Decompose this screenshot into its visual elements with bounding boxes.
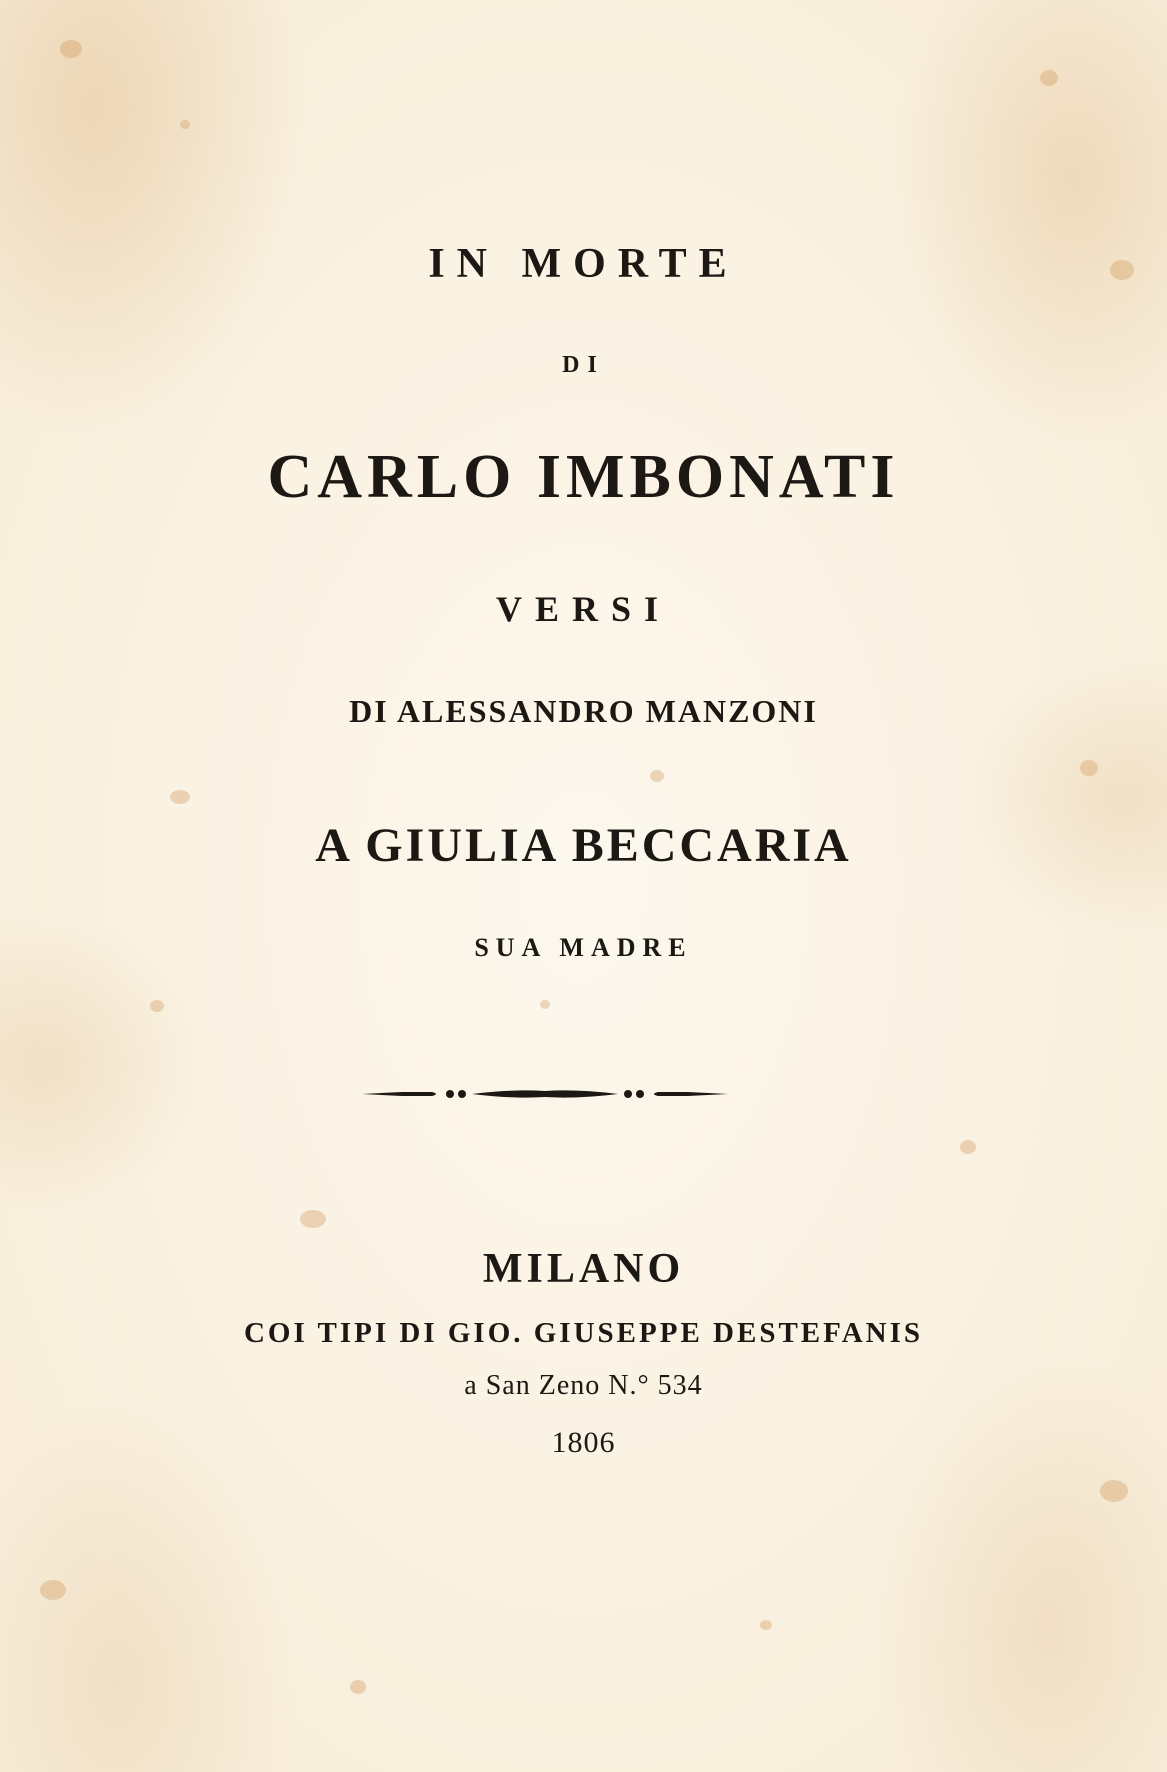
decorative-rule-ornament-icon <box>362 1086 728 1102</box>
imprint-printer: COI TIPI DI GIO. GIUSEPPE DESTEFANIS <box>243 1317 923 1349</box>
foxing-spot <box>300 1210 326 1228</box>
title-line-carlo-imbonati: CARLO IMBONATI <box>267 443 900 511</box>
imprint-year: 1806 <box>551 1426 616 1459</box>
foxing-spot <box>170 790 190 804</box>
imprint-place: MILANO <box>482 1246 685 1292</box>
foxing-spot <box>1080 760 1098 776</box>
foxing-spot <box>650 770 664 782</box>
foxing-spot <box>540 1000 550 1009</box>
foxing-spot <box>760 1620 772 1630</box>
foxing-spot <box>40 1580 66 1600</box>
title-line-versi: VERSI <box>495 589 672 629</box>
title-line-di: DI <box>562 352 605 378</box>
foxing-spot <box>960 1140 976 1154</box>
foxing-spot <box>150 1000 164 1012</box>
foxing-spot <box>1100 1480 1128 1502</box>
foxing-spot <box>1040 70 1058 86</box>
imprint-address: a San Zeno N.° 534 <box>464 1370 703 1401</box>
dedication-line: A GIULIA BECCARIA <box>315 819 852 872</box>
dedication-subline: SUA MADRE <box>474 933 693 962</box>
foxing-spot <box>180 120 190 129</box>
author-line: DI ALESSANDRO MANZONI <box>349 693 818 729</box>
title-line-in-morte: IN MORTE <box>428 241 739 287</box>
foxing-spot <box>60 40 82 58</box>
foxing-spot <box>350 1680 366 1694</box>
